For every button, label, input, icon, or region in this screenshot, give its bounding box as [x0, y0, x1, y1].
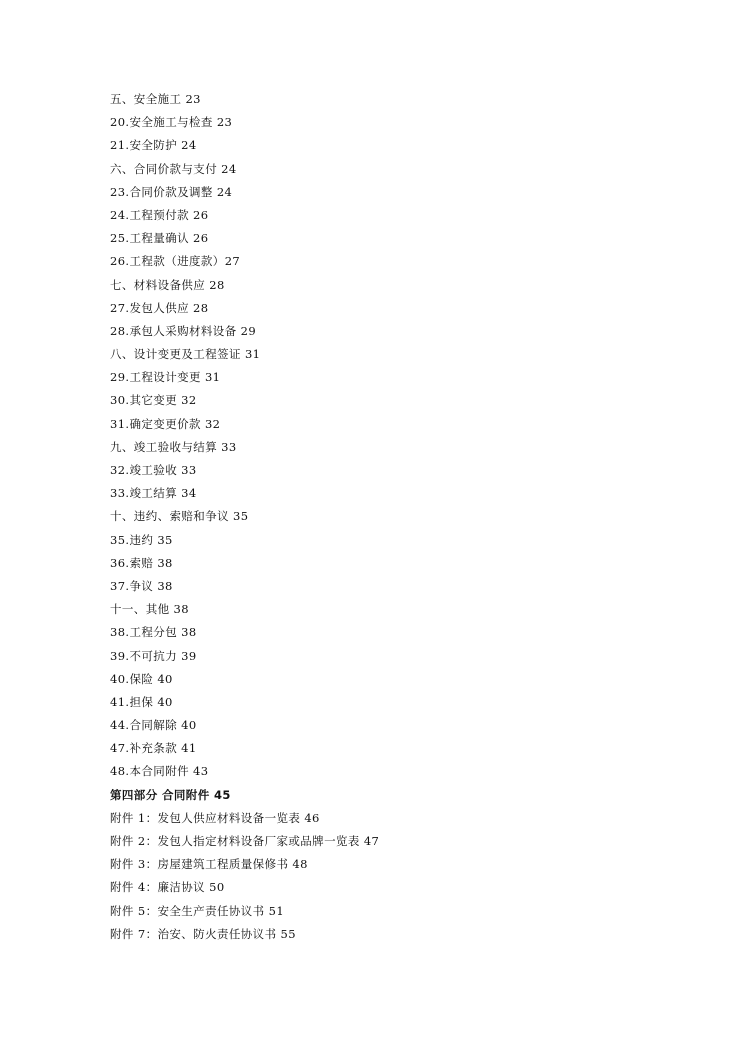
toc-entry[interactable]: 28.承包人采购材料设备 29	[110, 323, 257, 338]
toc-entry[interactable]: 附件 7：治安、防火责任协议书 55	[110, 926, 296, 941]
toc-entry[interactable]: 十、违约、索赔和争议 35	[110, 509, 249, 524]
toc-entry[interactable]: 36.索赔 38	[110, 555, 173, 570]
toc-entry[interactable]: 48.本合同附件 43	[110, 764, 209, 779]
toc-entry[interactable]: 25.工程量确认 26	[110, 231, 209, 246]
toc-entry[interactable]: 30.其它变更 32	[110, 393, 197, 408]
toc-entry[interactable]: 十一、其他 38	[110, 602, 189, 617]
toc-entry[interactable]: 29.工程设计变更 31	[110, 370, 221, 385]
toc-entry[interactable]: 附件 1：发包人供应材料设备一览表 46	[110, 810, 320, 825]
toc-entry[interactable]: 32.竣工验收 33	[110, 463, 197, 477]
toc-entry[interactable]: 20.安全施工与检查 23	[110, 115, 233, 130]
toc-entry[interactable]: 六、合同价款与支付 24	[110, 161, 237, 176]
toc-entry[interactable]: 九、竣工验收与结算 33	[110, 439, 237, 454]
toc-entry[interactable]: 23.合同价款及调整 24	[110, 184, 233, 199]
table-of-contents	[110, 88, 710, 946]
toc-entry[interactable]: 附件 4：廉洁协议 50	[110, 880, 225, 895]
toc-entry[interactable]: 27.发包人供应 28	[110, 300, 209, 315]
toc-entry[interactable]: 37.争议 38	[110, 578, 173, 593]
toc-entry[interactable]: 44.合同解除 40	[110, 718, 197, 733]
toc-entry[interactable]: 附件 5：安全生产责任协议书 51	[110, 903, 285, 918]
toc-entry[interactable]: 七、材料设备供应 28	[110, 277, 225, 292]
toc-entry[interactable]: 附件 3：房屋建筑工程质量保修书 48	[110, 857, 308, 872]
toc-entry[interactable]: 35.违约 35	[110, 532, 173, 547]
toc-entry[interactable]: 47.补充条款 41	[110, 741, 197, 756]
toc-entry[interactable]: 40.保险 40	[110, 671, 173, 686]
toc-entry[interactable]: 41.担保 40	[110, 694, 173, 709]
toc-entry[interactable]: 21.安全防护 24	[110, 138, 197, 153]
toc-entry[interactable]: 31.确定变更价款 32	[110, 416, 221, 431]
toc-entry[interactable]: 38.工程分包 38	[110, 625, 197, 640]
toc-entry[interactable]: 33.竣工结算 34	[110, 486, 197, 501]
toc-part-heading[interactable]: 第四部分 合同附件 45	[110, 787, 231, 802]
toc-entry[interactable]: 八、设计变更及工程签证 31	[110, 347, 261, 362]
toc-entry[interactable]: 26.工程款（进度款）27	[110, 254, 241, 269]
toc-entry[interactable]: 五、安全施工 23	[110, 92, 201, 106]
toc-entry[interactable]: 附件 2：发包人指定材料设备厂家或品牌一览表 47	[110, 834, 380, 848]
toc-entry[interactable]: 39.不可抗力 39	[110, 648, 197, 663]
toc-entry[interactable]: 24.工程预付款 26	[110, 207, 209, 222]
